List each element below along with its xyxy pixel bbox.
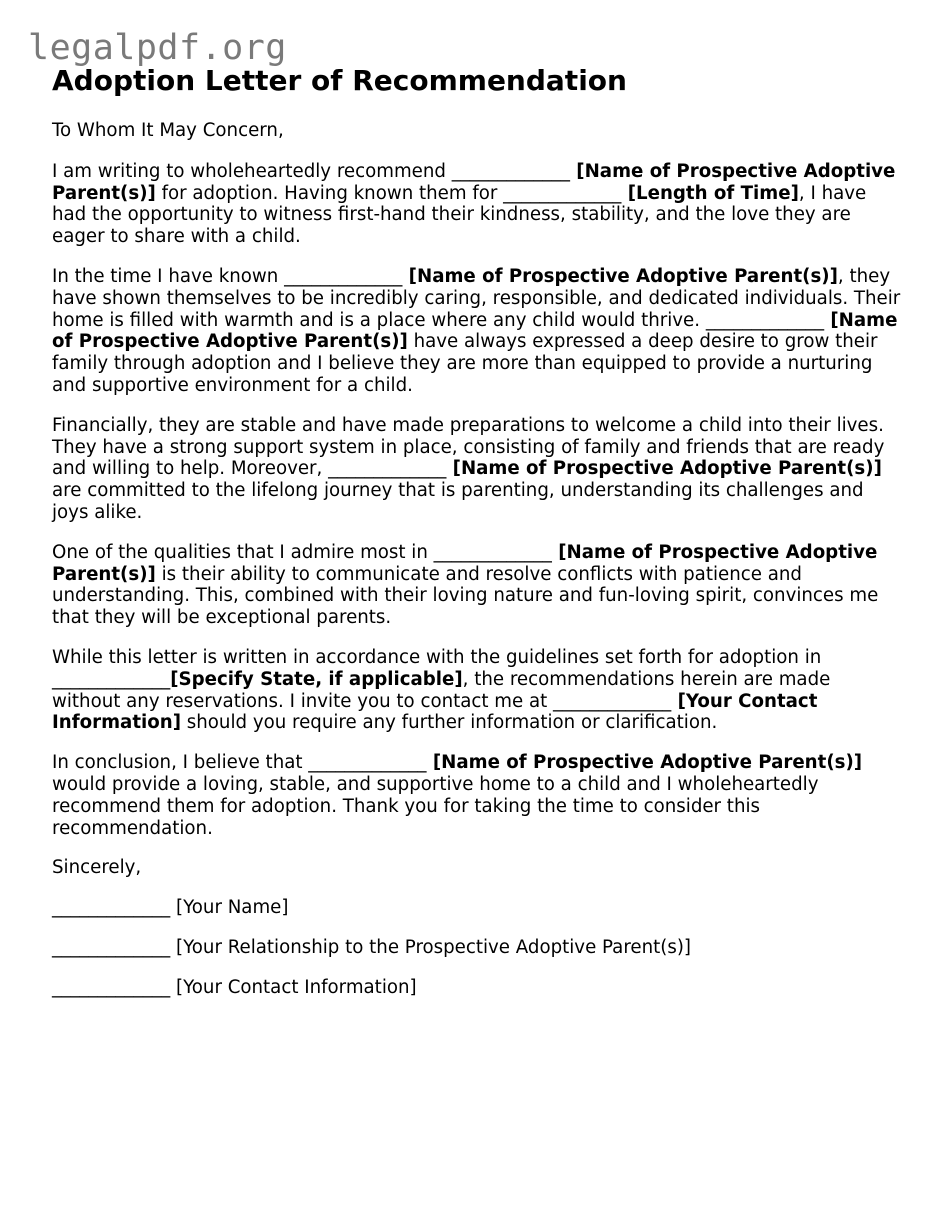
paragraph-text: is their ability to communicate and resolve conflicts with patience and understanding. This, combined with their loving nature and fun-loving spirit, convinces me that they will be exceptional parents. xyxy=(52,563,879,629)
fill-in-blank: _____________ xyxy=(52,936,171,958)
placeholder-parent-name: [Name of Prospective Adoptive Parent(s)] xyxy=(52,309,898,353)
signature-name-line xyxy=(52,897,902,919)
paragraph-text: are committed to the lifelong journey that is parenting, understanding its challenges and joys alike. xyxy=(52,480,864,523)
paragraph-text: , I have had the opportunity to witness first-hand their kindness, stability, and the love they are eager to share with a child. xyxy=(52,182,867,248)
placeholder-length-of-time: [Length of Time] xyxy=(621,182,799,204)
fill-in-blank: _____________ xyxy=(451,160,570,182)
paragraph-text: have always expressed a deep desire to grow their family through adoption and I believe they are more than equipped to provide a nurturing and supportive environment for a child. xyxy=(52,331,878,396)
paragraph-text: One of the qualities that I admire most in xyxy=(52,541,434,563)
paragraph-intro xyxy=(52,161,902,248)
watermark-logo: legalpdf.org xyxy=(28,28,287,68)
letter-document xyxy=(52,62,902,999)
fill-in-blank: _____________ xyxy=(553,690,672,712)
paragraph-text: Financially, they are stable and have made preparations to welcome a child into their lives. They have a strong support system in place, consisting of family and friends that are ready and willing to help. Moreover, xyxy=(52,414,885,480)
placeholder-parent-name: [Name of Prospective Adoptive Parent(s)] xyxy=(426,752,863,774)
placeholder-parent-name: [Name of Prospective Adoptive Parent(s)] xyxy=(402,265,838,287)
fill-in-blank: _____________ xyxy=(52,897,171,919)
paragraph-text: , they have shown themselves to be incredibly caring, responsible, and dedicated individuals. Their home is filled with warmth and is a place where any child would thrive. xyxy=(52,265,901,331)
paragraph-text: should you require any further information or clarification. xyxy=(181,712,718,734)
signature-label: [Your Relationship to the Prospective Adoptive Parent(s)] xyxy=(170,936,692,958)
fill-in-blank: _____________ xyxy=(308,752,427,774)
closing: Sincerely, xyxy=(52,857,142,879)
paragraph-text: would provide a loving, stable, and supportive home to a child and I wholeheartedly recommend them for adoption. Thank you for taking the time to consider this recommendation. xyxy=(52,773,819,839)
paragraph-qualities xyxy=(52,542,902,629)
fill-in-blank: _____________ xyxy=(52,976,171,998)
paragraph-text: While this letter is written in accordance with the guidelines set forth for adoption in xyxy=(52,646,822,668)
paragraph-text: In the time I have known xyxy=(52,265,285,287)
paragraph-financial xyxy=(52,415,902,524)
paragraph-text: In conclusion, I believe that xyxy=(52,752,309,774)
fill-in-blank: _____________ xyxy=(284,265,403,287)
greeting: To Whom It May Concern, xyxy=(52,120,284,141)
fill-in-blank: _____________ xyxy=(503,182,622,204)
placeholder-contact-info: [Your Contact Information] xyxy=(52,690,818,734)
paragraph-conclusion xyxy=(52,752,902,839)
placeholder-state: [Specify State, if applicable] xyxy=(170,668,463,690)
fill-in-blank: _____________ xyxy=(433,541,552,563)
signature-label: [Your Name] xyxy=(170,897,289,919)
placeholder-parent-name: [Name of Prospective Adoptive Parent(s)] xyxy=(446,458,882,480)
signature-contact-line xyxy=(52,977,902,999)
paragraph-text: I am writing to wholeheartedly recommend xyxy=(52,160,452,182)
fill-in-blank: _____________ xyxy=(52,668,171,690)
signature-label: [Your Contact Information] xyxy=(170,976,417,998)
paragraph-text: for adoption. Having known them for xyxy=(155,182,504,204)
paragraph-text: , the recommendations herein are made without any reservations. I invite you to contact me at xyxy=(52,668,831,712)
paragraph-character xyxy=(52,266,902,397)
fill-in-blank: _____________ xyxy=(328,458,447,480)
letter-title: Adoption Letter of Recommendation xyxy=(52,64,627,97)
placeholder-parent-name: [Name of Prospective Adoptive Parent(s)] xyxy=(52,541,878,585)
placeholder-parent-name: [Name of Prospective Adoptive Parent(s)] xyxy=(52,160,896,204)
paragraph-guidelines xyxy=(52,647,902,734)
fill-in-blank: _____________ xyxy=(705,309,825,331)
signature-relationship-line xyxy=(52,937,902,959)
